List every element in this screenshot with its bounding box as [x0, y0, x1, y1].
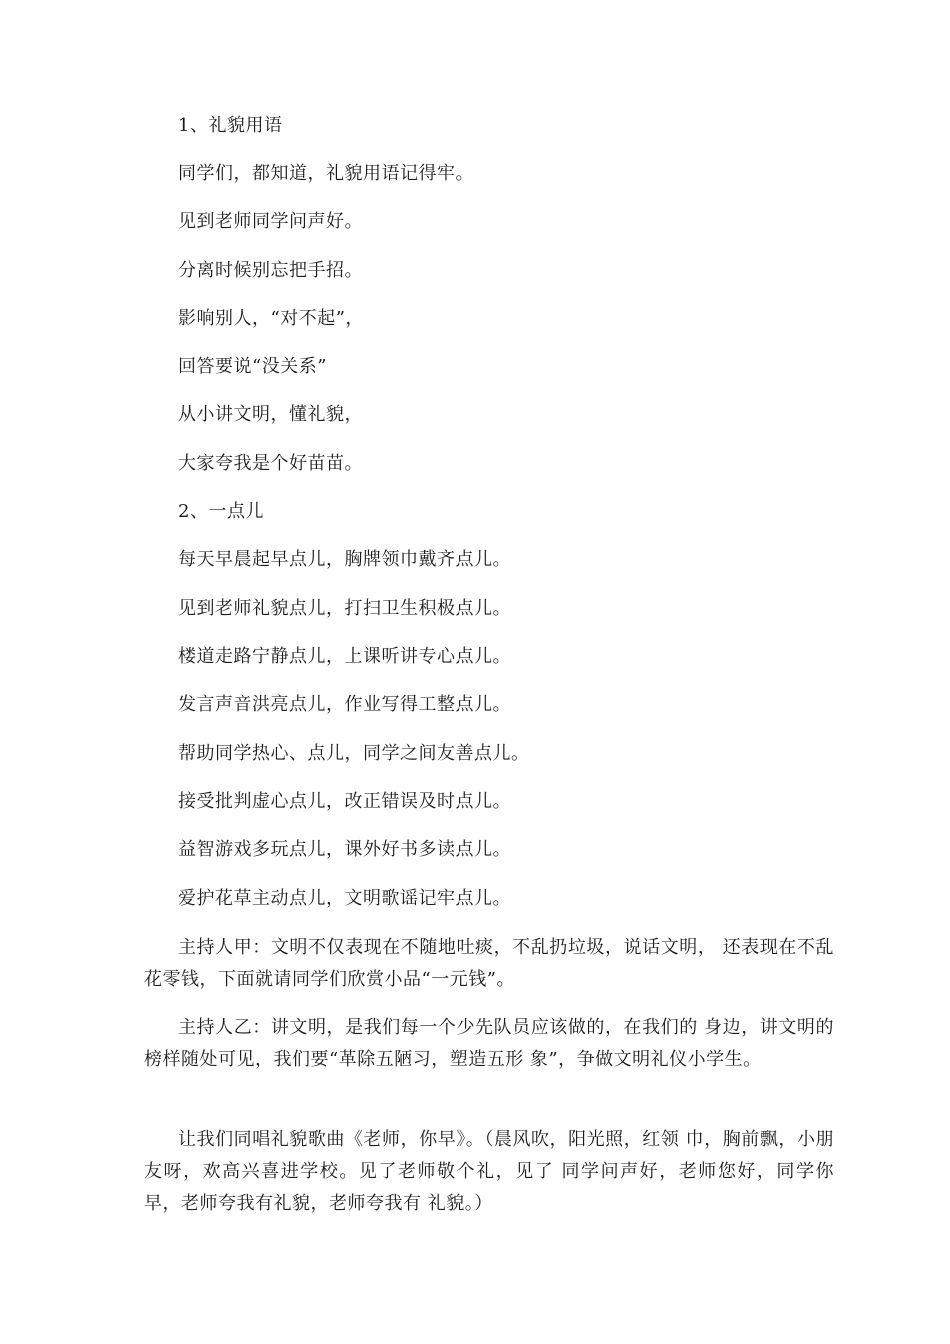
rhyme-line: 大家夸我是个好苗苗。	[178, 453, 363, 474]
rhyme-line: 见到老师同学问声好。	[178, 211, 363, 232]
rhyme-line: 益智游戏多玩点儿，课外好书多读点儿。	[178, 839, 511, 860]
rhyme-line: 影响别人，“对不起”，	[178, 308, 364, 329]
song-paragraph: 让我们同唱礼貌歌曲《老师，你早》。（晨风吹，阳光照，红领 巾，胸前飘，小朋友呀，欢高兴喜进学校。见了老师敬个礼，见了 同学问声好，老师您好，同学你早，老师夸我有礼貌，老师夸我有 礼貌。）	[144, 1129, 834, 1214]
section-heading-politeness: 1、礼貌用语	[178, 115, 283, 136]
rhyme-line: 发言声音洪亮点儿，作业写得工整点儿。	[178, 694, 511, 715]
rhyme-line: 回答要说“没关系”	[178, 356, 327, 377]
host-b-paragraph: 主持人乙：讲文明，是我们每一个少先队员应该做的，在我们的 身边，讲文明的榜样随处可见，我们要“革除五陋习，塑造五形 象”，争做文明礼仪小学生。	[144, 1017, 834, 1070]
rhyme-line: 楼道走路宁静点儿，上课听讲专心点儿。	[178, 646, 511, 667]
rhyme-line: 同学们，都知道，礼貌用语记得牢。	[178, 163, 474, 184]
rhyme-line: 分离时候别忘把手招。	[178, 260, 363, 281]
rhyme-line: 帮助同学热心、点儿，同学之间友善点儿。	[178, 743, 530, 764]
rhyme-line: 见到老师礼貌点儿，打扫卫生积极点儿。	[178, 598, 511, 619]
host-a-paragraph: 主持人甲：文明不仅表现在不随地吐痰，不乱扔垃圾，说话文明， 还表现在不乱花零钱，下面就请同学们欣赏小品“一元钱”。	[144, 937, 834, 990]
rhyme-line: 从小讲文明，懂礼貌，	[178, 404, 363, 425]
section-heading-a-little: 2、一点儿	[178, 501, 264, 522]
rhyme-line: 接受批判虚心点儿，改正错误及时点儿。	[178, 791, 511, 812]
rhyme-line: 爱护花草主动点儿，文明歌谣记牢点儿。	[178, 888, 511, 909]
rhyme-line: 每天早晨起早点儿，胸牌领巾戴齐点儿。	[178, 549, 511, 570]
